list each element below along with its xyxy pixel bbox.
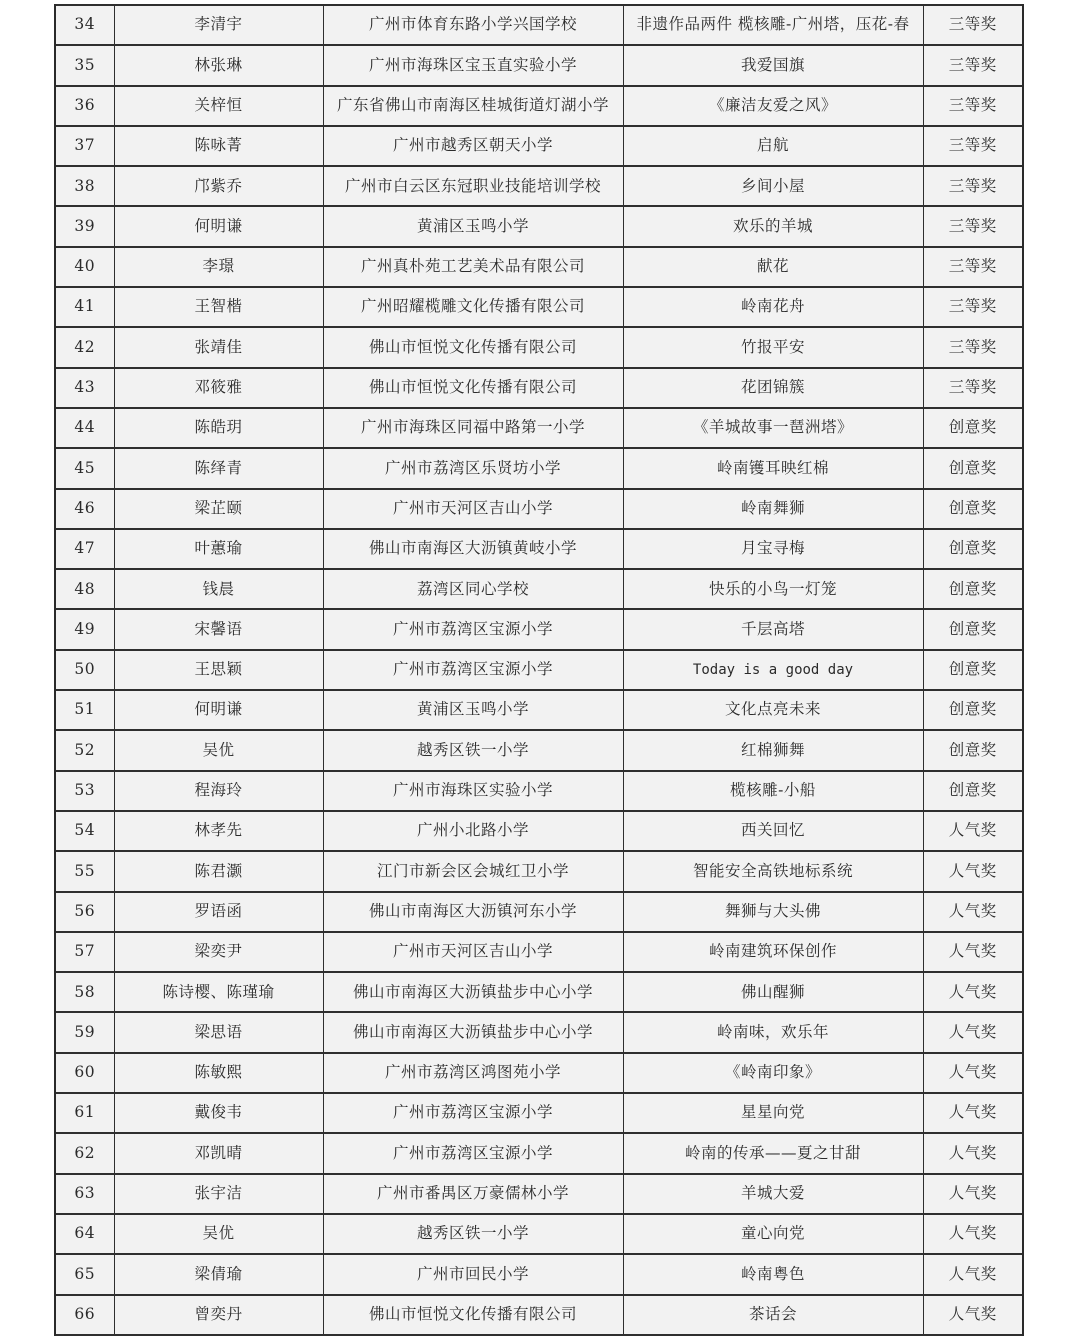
school-cell: 广州市番禺区万豪儒林小学 xyxy=(323,1174,623,1214)
table-row xyxy=(56,1174,1022,1214)
row-number-cell: 44 xyxy=(56,408,114,448)
work-title-cell: 茶话会 xyxy=(623,1295,923,1335)
work-title-cell: 岭南味，欢乐年 xyxy=(623,1012,923,1052)
award-level-cell: 人气奖 xyxy=(923,1133,1022,1173)
entrant-name-cell: 陈敏熙 xyxy=(114,1053,323,1093)
work-title-cell: 千层高塔 xyxy=(623,609,923,649)
table-row xyxy=(56,609,1022,649)
work-title-cell: 岭南舞狮 xyxy=(623,489,923,529)
award-level-cell: 创意奖 xyxy=(923,489,1022,529)
table-row xyxy=(56,771,1022,811)
table-row xyxy=(56,448,1022,488)
row-number-cell: 35 xyxy=(56,45,114,85)
work-title-cell: 岭南的传承——夏之甘甜 xyxy=(623,1133,923,1173)
table-row xyxy=(56,86,1022,126)
table-row xyxy=(56,45,1022,85)
row-number-cell: 49 xyxy=(56,609,114,649)
row-number-cell: 43 xyxy=(56,368,114,408)
award-level-cell: 创意奖 xyxy=(923,650,1022,690)
school-cell: 佛山市南海区大沥镇盐步中心小学 xyxy=(323,1012,623,1052)
entrant-name-cell: 曾奕丹 xyxy=(114,1295,323,1335)
work-title-cell: 智能安全高铁地标系统 xyxy=(623,851,923,891)
school-cell: 荔湾区同心学校 xyxy=(323,569,623,609)
entrant-name-cell: 李清宇 xyxy=(114,5,323,45)
work-title-cell: 榄核雕-小船 xyxy=(623,771,923,811)
school-cell: 广州市白云区东冠职业技能培训学校 xyxy=(323,166,623,206)
row-number-cell: 48 xyxy=(56,569,114,609)
school-cell: 广州市荔湾区鸿图苑小学 xyxy=(323,1053,623,1093)
table-row xyxy=(56,1254,1022,1294)
entrant-name-cell: 邝紫乔 xyxy=(114,166,323,206)
row-number-cell: 45 xyxy=(56,448,114,488)
school-cell: 广州市荔湾区乐贤坊小学 xyxy=(323,448,623,488)
entrant-name-cell: 梁思语 xyxy=(114,1012,323,1052)
award-level-cell: 创意奖 xyxy=(923,408,1022,448)
school-cell: 广州市海珠区实验小学 xyxy=(323,771,623,811)
work-title-cell: 羊城大爱 xyxy=(623,1174,923,1214)
award-level-cell: 三等奖 xyxy=(923,247,1022,287)
table-row xyxy=(56,287,1022,327)
table-row xyxy=(56,1133,1022,1173)
row-number-cell: 63 xyxy=(56,1174,114,1214)
school-cell: 佛山市恒悦文化传播有限公司 xyxy=(323,327,623,367)
award-level-cell: 人气奖 xyxy=(923,892,1022,932)
entrant-name-cell: 邓筱雅 xyxy=(114,368,323,408)
work-title-cell: 童心向党 xyxy=(623,1214,923,1254)
work-title-cell: 《岭南印象》 xyxy=(623,1053,923,1093)
award-level-cell: 人气奖 xyxy=(923,1053,1022,1093)
row-number-cell: 55 xyxy=(56,851,114,891)
award-list-sheet xyxy=(54,4,1024,1336)
table-row xyxy=(56,932,1022,972)
entrant-name-cell: 王智楷 xyxy=(114,287,323,327)
table-row xyxy=(56,1295,1022,1335)
entrant-name-cell: 邓凯晴 xyxy=(114,1133,323,1173)
entrant-name-cell: 王思颖 xyxy=(114,650,323,690)
row-number-cell: 50 xyxy=(56,650,114,690)
work-title-cell: 舞狮与大头佛 xyxy=(623,892,923,932)
school-cell: 广州市荔湾区宝源小学 xyxy=(323,609,623,649)
row-number-cell: 46 xyxy=(56,489,114,529)
award-level-cell: 三等奖 xyxy=(923,287,1022,327)
table-row xyxy=(56,569,1022,609)
school-cell: 黄浦区玉鸣小学 xyxy=(323,690,623,730)
award-table xyxy=(56,4,1022,1336)
entrant-name-cell: 戴俊韦 xyxy=(114,1093,323,1133)
work-title-cell: 欢乐的羊城 xyxy=(623,206,923,246)
table-row xyxy=(56,126,1022,166)
table-row xyxy=(56,892,1022,932)
award-level-cell: 创意奖 xyxy=(923,771,1022,811)
school-cell: 越秀区铁一小学 xyxy=(323,730,623,770)
work-title-cell: 岭南镬耳映红棉 xyxy=(623,448,923,488)
award-level-cell: 人气奖 xyxy=(923,932,1022,972)
award-level-cell: 三等奖 xyxy=(923,86,1022,126)
entrant-name-cell: 关梓恒 xyxy=(114,86,323,126)
row-number-cell: 62 xyxy=(56,1133,114,1173)
table-row xyxy=(56,368,1022,408)
school-cell: 佛山市恒悦文化传播有限公司 xyxy=(323,368,623,408)
work-title-cell: 献花 xyxy=(623,247,923,287)
award-level-cell: 三等奖 xyxy=(923,206,1022,246)
school-cell: 广州市海珠区宝玉直实验小学 xyxy=(323,45,623,85)
row-number-cell: 36 xyxy=(56,86,114,126)
row-number-cell: 65 xyxy=(56,1254,114,1294)
row-number-cell: 58 xyxy=(56,972,114,1012)
entrant-name-cell: 吴优 xyxy=(114,730,323,770)
entrant-name-cell: 何明谦 xyxy=(114,206,323,246)
row-number-cell: 47 xyxy=(56,529,114,569)
row-number-cell: 38 xyxy=(56,166,114,206)
award-level-cell: 创意奖 xyxy=(923,690,1022,730)
work-title-cell: Today is a good day xyxy=(623,650,923,690)
table-row xyxy=(56,730,1022,770)
award-table-body xyxy=(56,5,1022,1335)
table-row xyxy=(56,5,1022,45)
entrant-name-cell: 宋馨语 xyxy=(114,609,323,649)
entrant-name-cell: 李璟 xyxy=(114,247,323,287)
row-number-cell: 39 xyxy=(56,206,114,246)
award-level-cell: 人气奖 xyxy=(923,1295,1022,1335)
school-cell: 广州市荔湾区宝源小学 xyxy=(323,1133,623,1173)
work-title-cell: 竹报平安 xyxy=(623,327,923,367)
entrant-name-cell: 陈咏菁 xyxy=(114,126,323,166)
work-title-cell: 佛山醒狮 xyxy=(623,972,923,1012)
table-row xyxy=(56,489,1022,529)
entrant-name-cell: 何明谦 xyxy=(114,690,323,730)
school-cell: 佛山市南海区大沥镇盐步中心小学 xyxy=(323,972,623,1012)
table-row xyxy=(56,408,1022,448)
award-level-cell: 创意奖 xyxy=(923,730,1022,770)
row-number-cell: 61 xyxy=(56,1093,114,1133)
entrant-name-cell: 叶蕙瑜 xyxy=(114,529,323,569)
entrant-name-cell: 程海玲 xyxy=(114,771,323,811)
award-level-cell: 人气奖 xyxy=(923,1254,1022,1294)
award-level-cell: 三等奖 xyxy=(923,45,1022,85)
school-cell: 佛山市南海区大沥镇河东小学 xyxy=(323,892,623,932)
school-cell: 越秀区铁一小学 xyxy=(323,1214,623,1254)
award-level-cell: 人气奖 xyxy=(923,851,1022,891)
school-cell: 广州市海珠区同福中路第一小学 xyxy=(323,408,623,448)
row-number-cell: 51 xyxy=(56,690,114,730)
work-title-cell: 岭南建筑环保创作 xyxy=(623,932,923,972)
work-title-cell: 我爱国旗 xyxy=(623,45,923,85)
award-level-cell: 人气奖 xyxy=(923,811,1022,851)
award-level-cell: 创意奖 xyxy=(923,529,1022,569)
table-row xyxy=(56,690,1022,730)
entrant-name-cell: 林孝先 xyxy=(114,811,323,851)
school-cell: 广州市天河区吉山小学 xyxy=(323,489,623,529)
award-level-cell: 三等奖 xyxy=(923,166,1022,206)
work-title-cell: 非遗作品两件 榄核雕-广州塔，压花-春 xyxy=(623,5,923,45)
school-cell: 广州真朴苑工艺美术品有限公司 xyxy=(323,247,623,287)
row-number-cell: 34 xyxy=(56,5,114,45)
table-row xyxy=(56,206,1022,246)
award-level-cell: 三等奖 xyxy=(923,368,1022,408)
award-level-cell: 人气奖 xyxy=(923,1093,1022,1133)
row-number-cell: 37 xyxy=(56,126,114,166)
entrant-name-cell: 陈绎青 xyxy=(114,448,323,488)
row-number-cell: 42 xyxy=(56,327,114,367)
award-level-cell: 创意奖 xyxy=(923,448,1022,488)
school-cell: 广州市越秀区朝天小学 xyxy=(323,126,623,166)
row-number-cell: 52 xyxy=(56,730,114,770)
work-title-cell: 文化点亮未来 xyxy=(623,690,923,730)
row-number-cell: 66 xyxy=(56,1295,114,1335)
table-row xyxy=(56,851,1022,891)
row-number-cell: 41 xyxy=(56,287,114,327)
award-level-cell: 人气奖 xyxy=(923,1174,1022,1214)
work-title-cell: 《廉洁友爱之风》 xyxy=(623,86,923,126)
row-number-cell: 64 xyxy=(56,1214,114,1254)
school-cell: 广州市天河区吉山小学 xyxy=(323,932,623,972)
entrant-name-cell: 梁奕尹 xyxy=(114,932,323,972)
work-title-cell: 西关回忆 xyxy=(623,811,923,851)
school-cell: 广州市体育东路小学兴国学校 xyxy=(323,5,623,45)
work-title-cell: 乡间小屋 xyxy=(623,166,923,206)
work-title-cell: 快乐的小鸟一灯笼 xyxy=(623,569,923,609)
entrant-name-cell: 张宇洁 xyxy=(114,1174,323,1214)
entrant-name-cell: 林张琳 xyxy=(114,45,323,85)
table-row xyxy=(56,166,1022,206)
award-level-cell: 三等奖 xyxy=(923,5,1022,45)
entrant-name-cell: 陈君灏 xyxy=(114,851,323,891)
school-cell: 广州小北路小学 xyxy=(323,811,623,851)
school-cell: 佛山市南海区大沥镇黄岐小学 xyxy=(323,529,623,569)
table-row xyxy=(56,811,1022,851)
work-title-cell: 岭南粤色 xyxy=(623,1254,923,1294)
work-title-cell: 红棉狮舞 xyxy=(623,730,923,770)
school-cell: 广州市荔湾区宝源小学 xyxy=(323,650,623,690)
school-cell: 广东省佛山市南海区桂城街道灯湖小学 xyxy=(323,86,623,126)
entrant-name-cell: 梁芷颐 xyxy=(114,489,323,529)
table-row xyxy=(56,327,1022,367)
row-number-cell: 53 xyxy=(56,771,114,811)
school-cell: 广州昭耀榄雕文化传播有限公司 xyxy=(323,287,623,327)
award-level-cell: 人气奖 xyxy=(923,1012,1022,1052)
table-row xyxy=(56,1093,1022,1133)
work-title-cell: 花团锦簇 xyxy=(623,368,923,408)
row-number-cell: 57 xyxy=(56,932,114,972)
entrant-name-cell: 梁倩瑜 xyxy=(114,1254,323,1294)
school-cell: 广州市荔湾区宝源小学 xyxy=(323,1093,623,1133)
school-cell: 江门市新会区会城红卫小学 xyxy=(323,851,623,891)
row-number-cell: 59 xyxy=(56,1012,114,1052)
entrant-name-cell: 张靖佳 xyxy=(114,327,323,367)
award-level-cell: 人气奖 xyxy=(923,1214,1022,1254)
row-number-cell: 40 xyxy=(56,247,114,287)
table-row xyxy=(56,972,1022,1012)
award-level-cell: 人气奖 xyxy=(923,972,1022,1012)
table-row xyxy=(56,1012,1022,1052)
award-level-cell: 三等奖 xyxy=(923,327,1022,367)
table-row xyxy=(56,650,1022,690)
entrant-name-cell: 吴优 xyxy=(114,1214,323,1254)
entrant-name-cell: 罗语函 xyxy=(114,892,323,932)
work-title-cell: 启航 xyxy=(623,126,923,166)
row-number-cell: 60 xyxy=(56,1053,114,1093)
table-row xyxy=(56,1053,1022,1093)
table-row xyxy=(56,1214,1022,1254)
entrant-name-cell: 钱晨 xyxy=(114,569,323,609)
entrant-name-cell: 陈诗樱、陈瑾瑜 xyxy=(114,972,323,1012)
row-number-cell: 56 xyxy=(56,892,114,932)
work-title-cell: 星星向党 xyxy=(623,1093,923,1133)
school-cell: 广州市回民小学 xyxy=(323,1254,623,1294)
work-title-cell: 《羊城故事一琶洲塔》 xyxy=(623,408,923,448)
entrant-name-cell: 陈皓玥 xyxy=(114,408,323,448)
work-title-cell: 岭南花舟 xyxy=(623,287,923,327)
row-number-cell: 54 xyxy=(56,811,114,851)
table-row xyxy=(56,529,1022,569)
award-level-cell: 创意奖 xyxy=(923,569,1022,609)
school-cell: 黄浦区玉鸣小学 xyxy=(323,206,623,246)
award-level-cell: 创意奖 xyxy=(923,609,1022,649)
table-row xyxy=(56,247,1022,287)
work-title-cell: 月宝寻梅 xyxy=(623,529,923,569)
award-level-cell: 三等奖 xyxy=(923,126,1022,166)
school-cell: 佛山市恒悦文化传播有限公司 xyxy=(323,1295,623,1335)
